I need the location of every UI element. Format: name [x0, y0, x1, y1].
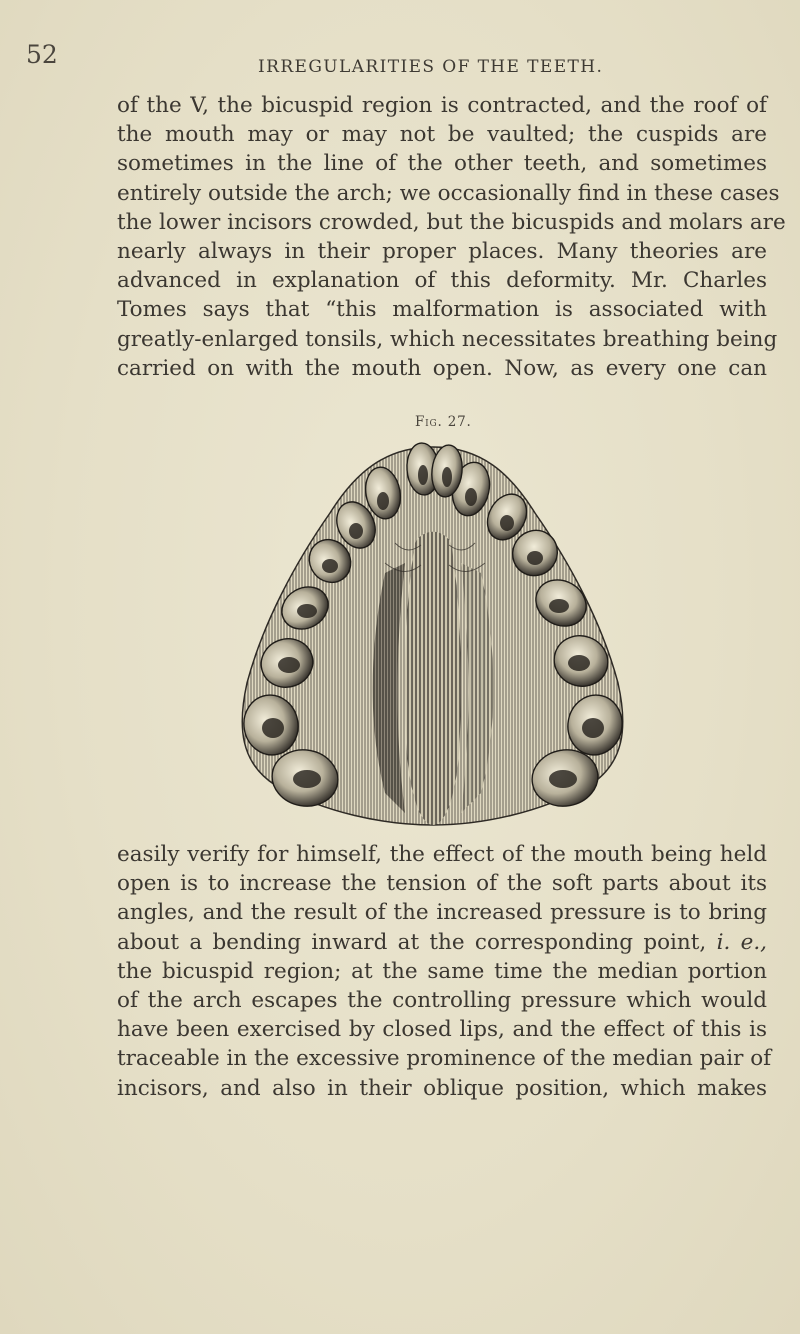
running-title: IRREGULARITIES OF THE TEETH.	[258, 57, 604, 77]
paragraph-top	[117, 91, 786, 383]
italic-abbreviation: i. e.,	[716, 929, 767, 955]
text-line: of the V, the bicuspid region is contracted, and the roof of	[117, 93, 767, 118]
text-line: incisors, and also in their oblique position, which makes	[117, 1075, 767, 1101]
text-line: Tomes says that “this malformation is associated with	[117, 297, 767, 323]
text-line: the mouth may or may not be vaulted; the cuspids are	[117, 122, 767, 148]
page-number: 52	[26, 40, 58, 69]
text-line: of the arch escapes the controlling pressure which would	[117, 988, 767, 1014]
figure-caption: Fig. 27.	[415, 414, 472, 430]
text-line: have been exercised by closed lips, and the effect of this is	[117, 1017, 767, 1043]
dental-arch-figure	[235, 433, 630, 833]
text-line: the lower incisors crowded, but the bicuspids and molars are	[117, 209, 786, 235]
dental-arch-illustration	[235, 433, 630, 833]
text-line: carried on with the mouth open. Now, as every one can	[117, 355, 767, 381]
text-line: open is to increase the tension of the soft parts about its	[117, 871, 767, 897]
text-line: greatly-enlarged tonsils, which necessitates breathing being	[117, 326, 778, 352]
paragraph-bottom	[117, 840, 772, 1103]
text-line: nearly always in their proper places. Many theories are	[117, 239, 767, 265]
text-line: advanced in explanation of this deformity. Mr. Charles	[117, 268, 767, 294]
text-line: entirely outside the arch; we occasionally find in these cases	[117, 180, 780, 206]
text-line: the bicuspid region; at the same time the median portion	[117, 958, 767, 984]
text-line: sometimes in the line of the other teeth, and sometimes	[117, 151, 767, 177]
text-line: traceable in the excessive prominence of the median pair of	[117, 1046, 772, 1072]
text-line: angles, and the result of the increased pressure is to bring	[117, 900, 767, 926]
text-line-body: about a bending inward at the corresponding point,	[117, 929, 707, 955]
text-line-with-abbrev	[117, 928, 767, 957]
text-line: easily verify for himself, the effect of the mouth being held	[117, 842, 767, 867]
